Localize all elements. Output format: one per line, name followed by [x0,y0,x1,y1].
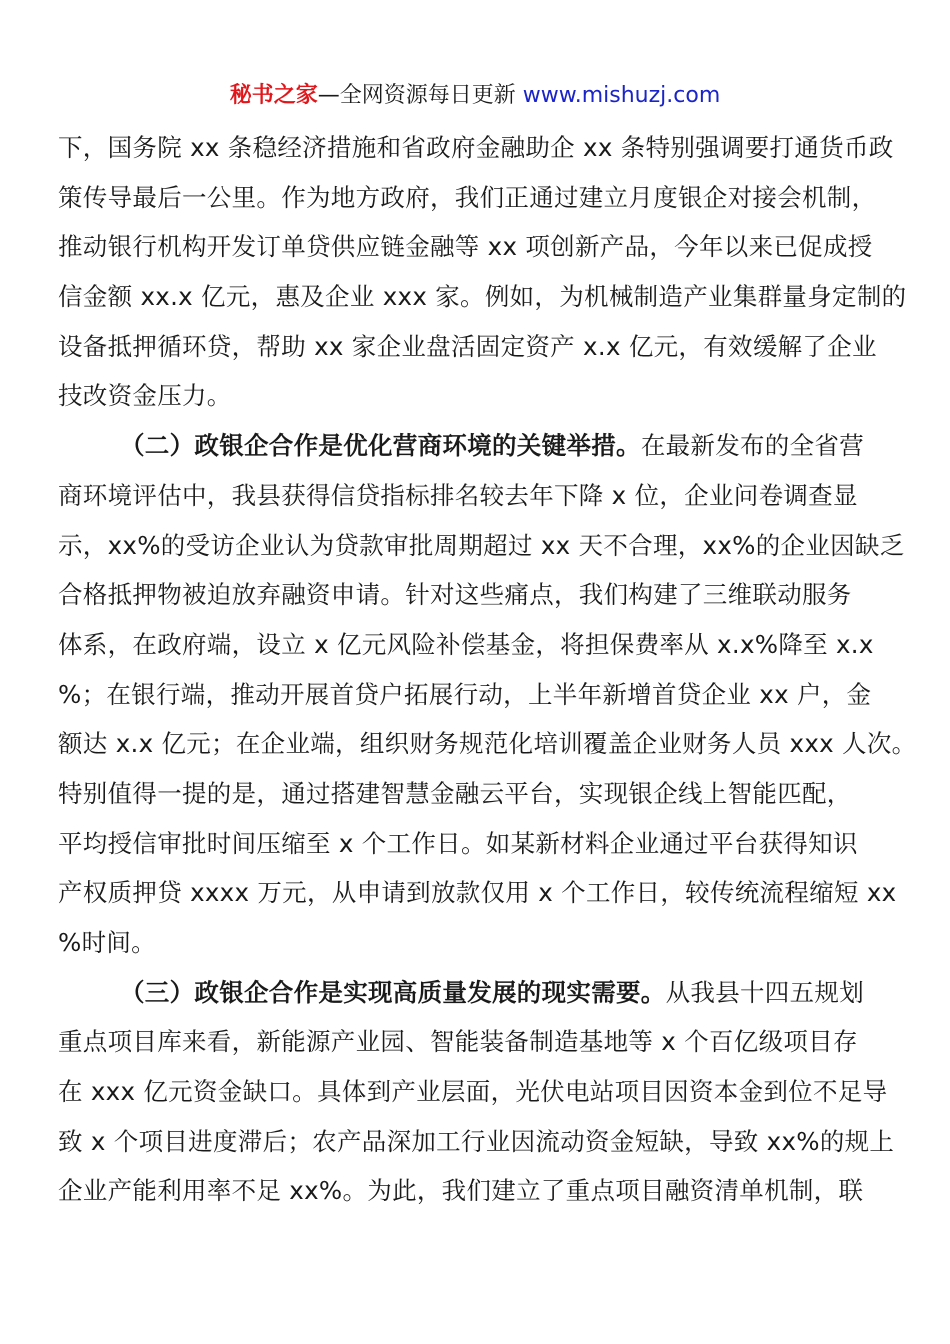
text-line: 下，国务院 xx 条稳经济措施和省政府金融助企 xx 条特别强调要打通货币政 [58,133,894,162]
section-heading-line: （二）政银企合作是优化营商环境的关键举措。在最新发布的全省营 [120,431,865,461]
text-line: 平均授信审批时间压缩至 x 个工作日。如某新材料企业通过平台获得知识 [58,828,858,858]
text-line: 致 x 个项目进度滞后；农产品深加工行业因流动资金短缺，导致 xx%的规上 [58,1126,895,1156]
text-line: 信金额 xx.x 亿元，惠及企业 xxx 家。例如，为机械制造产业集群量身定制的 [58,282,907,312]
text-line: 企业产能利用率不足 xx%。为此，我们建立了重点项目融资清单机制，联 [58,1176,864,1206]
header-tagline: —全网资源每日更新 [317,83,516,108]
text-line: 额达 x.x 亿元；在企业端，组织财务规范化培训覆盖企业财务人员 xxx 人次。 [58,729,917,759]
text-line: 推动银行机构开发订单贷供应链金融等 xx 项创新产品，今年以来已促成授 [58,232,873,262]
section-heading-line: （三）政银企合作是实现高质量发展的现实需要。从我县十四五规划 [120,977,865,1007]
brand-name: 秘书之家 [229,83,318,108]
site-header [0,80,950,112]
site-url-link[interactable]: www.mishuzj.com [522,83,721,108]
text-line: 体系，在政府端，设立 x 亿元风险补偿基金，将担保费率从 x.x%降至 x.x [58,629,874,659]
text-line: 设备抵押循环贷，帮助 xx 家企业盘活固定资产 x.x 亿元，有效缓解了企业 [58,331,877,361]
text-line: 商环境评估中，我县获得信贷指标排名较去年下降 x 位，企业问卷调查显 [58,480,858,510]
text-line: 在 xxx 亿元资金缺口。具体到产业层面，光伏电站项目因资本金到位不足导 [58,1077,888,1107]
text-line: 合格抵押物被迫放弃融资申请。针对这些痛点，我们构建了三维联动服务 [58,580,852,610]
text-line: 产权质押贷 xxxx 万元，从申请到放款仅用 x 个工作日，较传统流程缩短 xx [58,878,897,908]
text-line: 策传导最后一公里。作为地方政府，我们正通过建立月度银企对接会机制， [58,182,877,212]
document-body [58,123,917,1216]
section-heading: （三）政银企合作是实现高质量发展的现实需要。 [120,977,666,1007]
text-line: 技改资金压力。 [58,381,232,411]
text-line: %；在银行端，推动开展首贷户拓展行动，上半年新增首贷企业 xx 户，金 [58,679,872,709]
text-line: %时间。 [58,928,156,957]
text-line: 示，xx%的受访企业认为贷款审批周期超过 xx 天不合理，xx%的企业因缺乏 [58,530,905,560]
text-line: 重点项目库来看，新能源产业园、智能装备制造基地等 x 个百亿级项目存 [58,1027,858,1057]
section-heading: （二）政银企合作是优化营商环境的关键举措。 [120,431,641,461]
text-line: 特别值得一提的是，通过搭建智慧金融云平台，实现银企线上智能匹配， [58,778,852,808]
